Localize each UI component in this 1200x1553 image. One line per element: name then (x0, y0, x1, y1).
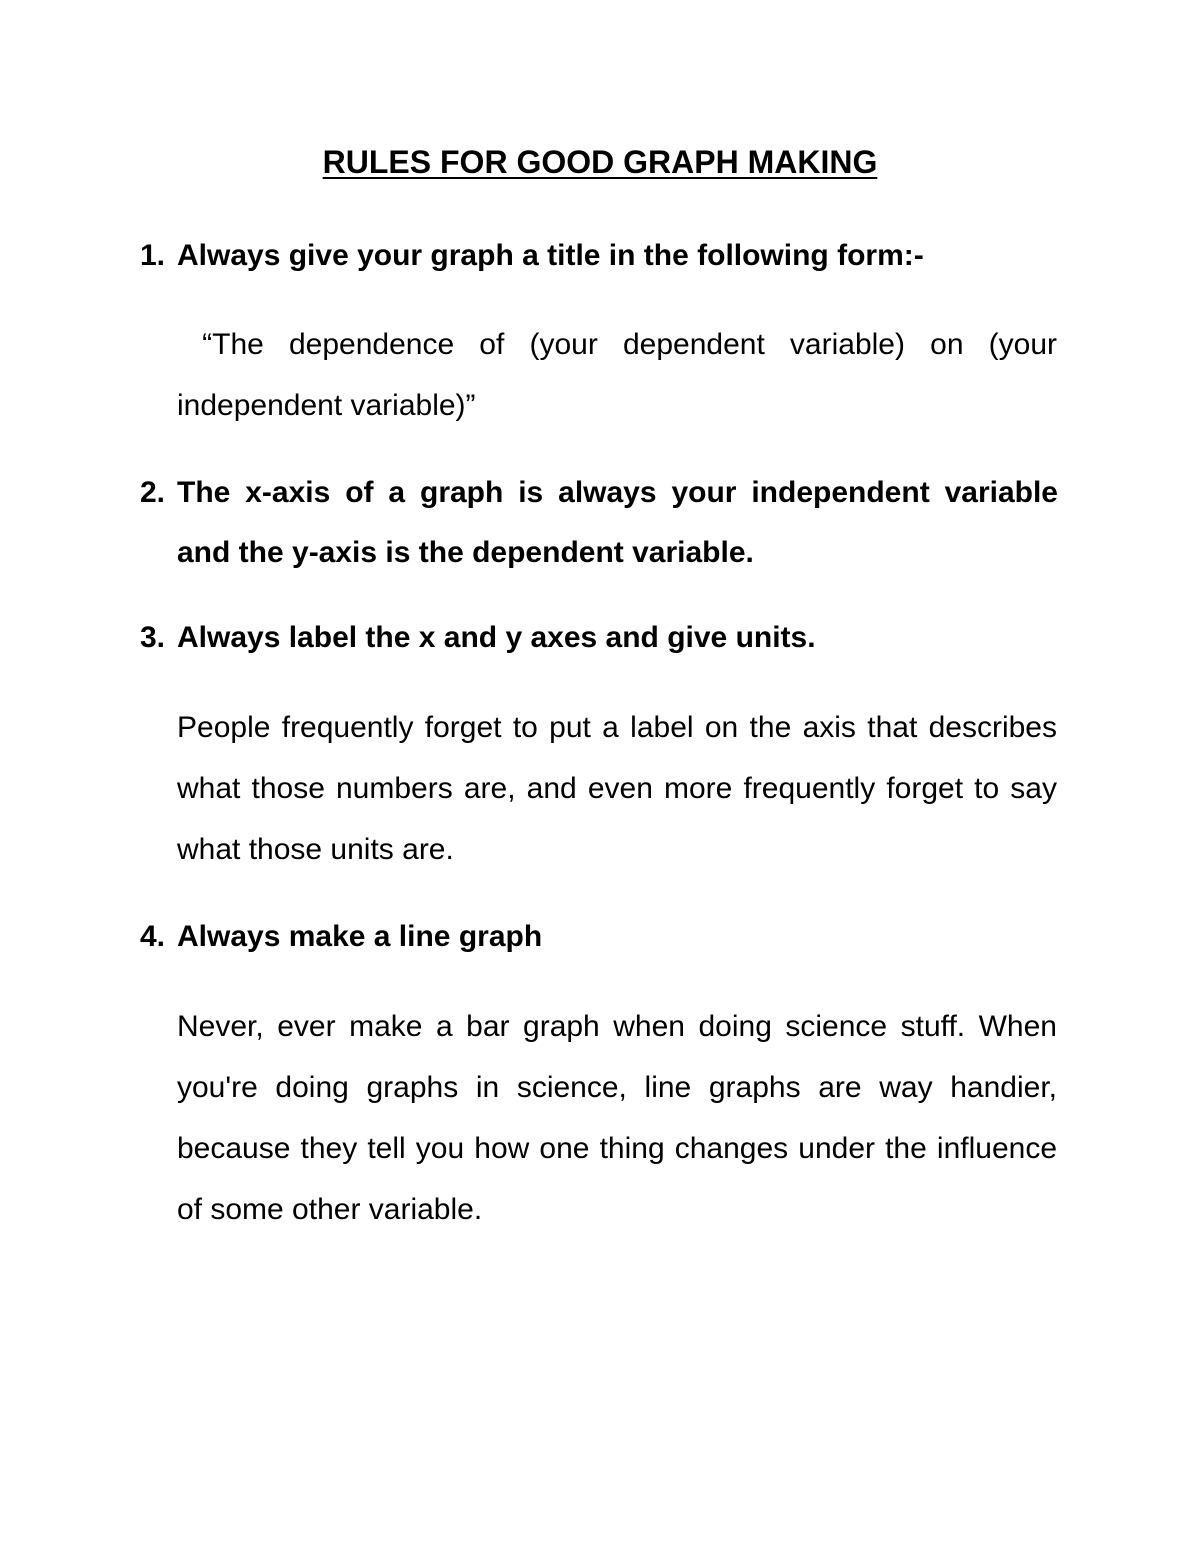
rule-3-heading: Always label the x and y axes and give units. (177, 621, 816, 654)
page-title: RULES FOR GOOD GRAPH MAKING (322, 144, 878, 180)
rule-1-heading-block (140, 226, 1058, 286)
rule-2-number: 2. (140, 476, 166, 509)
rule-4-number: 4. (140, 920, 166, 953)
rule-4-heading: Always make a line graph (177, 920, 543, 953)
rule-4-body: Never, ever make a bar graph when doing science stuff. When you're doing graphs in science, line graphs are way handier, because they tell you how one thing changes under the influence of some other variable. (177, 1010, 1057, 1226)
rule-1-heading: Always give your graph a title in the following form:- (177, 239, 924, 272)
rule-2-heading-block (140, 463, 1058, 583)
rule-3-heading-block (140, 608, 1058, 668)
rule-3-number: 3. (140, 621, 166, 654)
rule-1-number: 1. (140, 239, 166, 272)
rule-4-heading-block (140, 907, 1058, 967)
rule-1-body: “The dependence of (your dependent variable) on (your independent variable)” (177, 328, 1066, 422)
rule-2-heading: The x-axis of a graph is always your independent variable and the y-axis is the dependent variable. (177, 476, 1058, 569)
rule-3-body: People frequently forget to put a label on the axis that describes what those numbers are, and even more frequently forget to say what those units are. (177, 711, 1057, 866)
